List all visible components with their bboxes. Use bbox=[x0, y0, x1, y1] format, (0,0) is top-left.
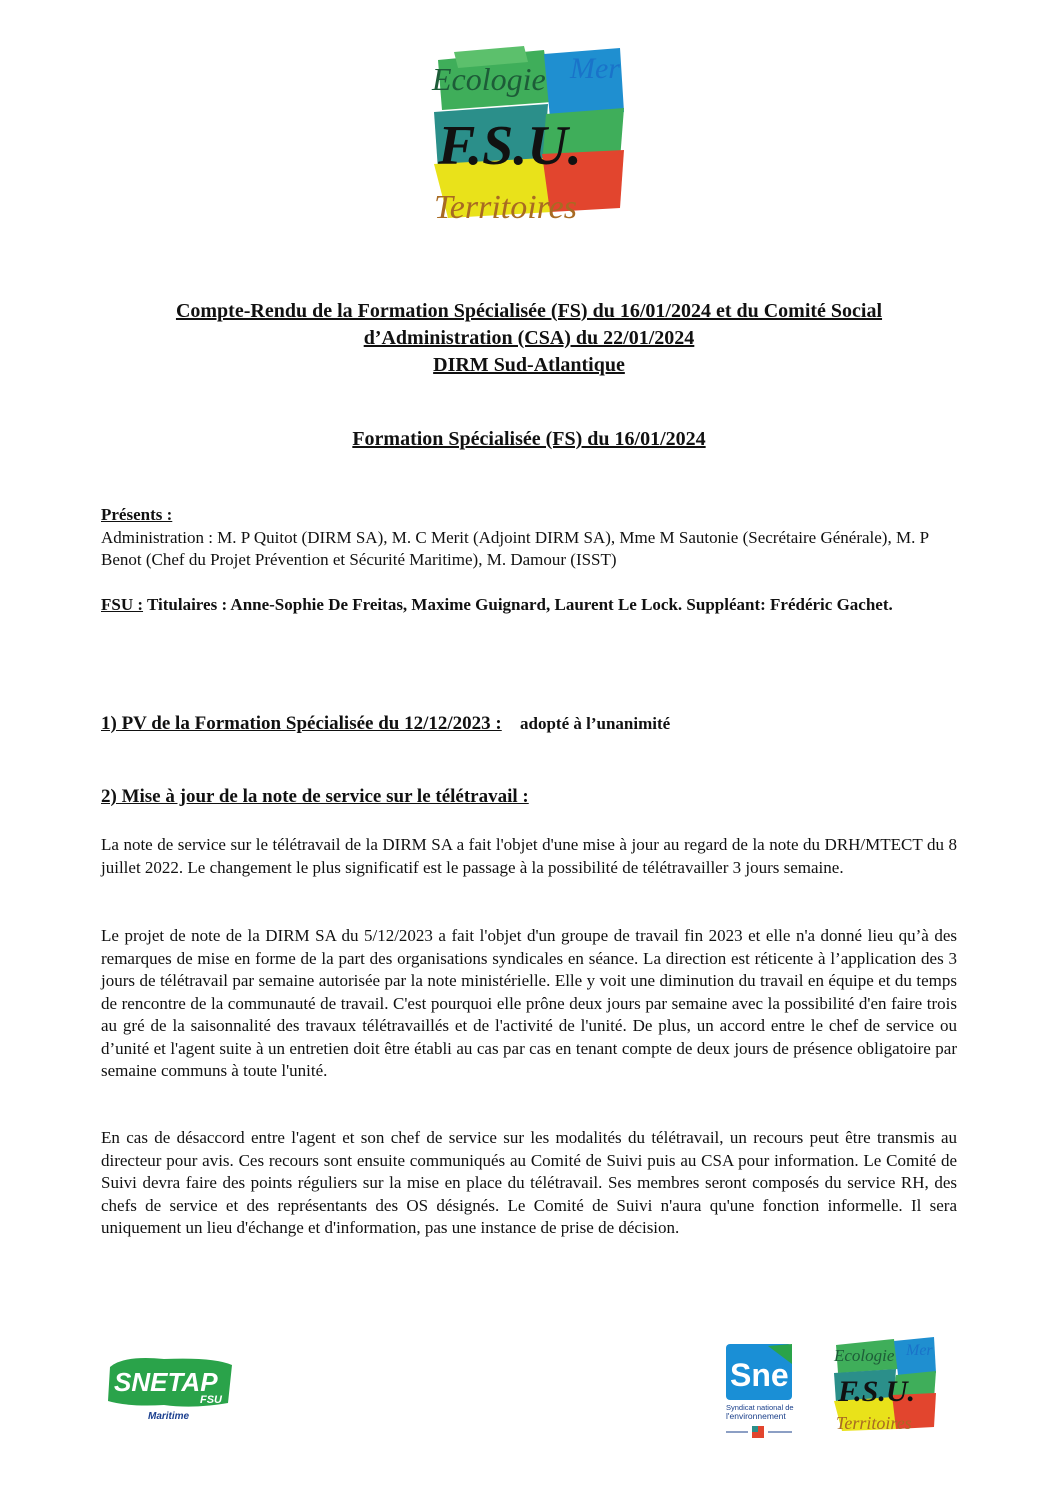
item2-paragraph-1: La note de service sur le télétravail de la DIRM SA a fait l'objet d'une mise à jour au regard de la note du DRH/MTECT du 8 juillet 2022. Le changement le plus significatif est le passage à la possibilité de télétravailler 3 jours semaine. bbox=[101, 835, 957, 877]
logo-word-territoires: Territoires bbox=[434, 189, 577, 226]
item1-heading: 1) PV de la Formation Spécialisée du 12/12/2023 : bbox=[101, 713, 502, 734]
presents-label: Présents : bbox=[101, 505, 173, 524]
administration-list: Administration : M. P Quitot (DIRM SA), M. C Merit (Adjoint DIRM SA), Mme M Sautonie (Secrétaire Générale), M. P Benot (Chef du Projet Prévention et Sécurité Maritime), M. Damour (ISST) bbox=[101, 527, 929, 569]
fsu-label: FSU : bbox=[101, 595, 144, 614]
item2-paragraph-3: En cas de désaccord entre l'agent et son chef de service sur les modalités du télétravail, un recours peut être transmis au directeur pour avis. Ces recours sont ensuite communiqués au Comité de Suivi puis au CSA pour information. Le Comité de Suivi devra faire des points réguliers sur la mise en place du télétravail. Ses membres seront composés du service RH, des chefs de service et des représentants des OS désignés. Le Comité de Suivi n'aura qu'une fonction informelle. Il sera uniquement un lieu d'échange et d'information, pas une instance de prise de décision. bbox=[101, 1128, 957, 1237]
sne-sub-line-2: l'environnement bbox=[726, 1411, 786, 1421]
snetap-text: SNETAP bbox=[114, 1367, 218, 1397]
item1 bbox=[101, 713, 957, 736]
title-line-2: d’Administration (CSA) du 22/01/2024 bbox=[363, 327, 695, 349]
title-line-3: DIRM Sud-Atlantique bbox=[433, 354, 625, 376]
fsu-members bbox=[101, 594, 957, 617]
sne-logo bbox=[720, 1340, 800, 1440]
sne-text: Sne bbox=[730, 1357, 789, 1393]
fsu-members-text: Titulaires : Anne-Sophie De Freitas, Maxime Guignard, Laurent Le Lock. Suppléant: Frédéric Gachet. bbox=[143, 595, 893, 614]
fsu-logo bbox=[424, 42, 634, 227]
logo-word-mer: Mer bbox=[570, 52, 620, 85]
presents-block bbox=[101, 504, 957, 572]
small-logo-word-fsu: F.S.U. bbox=[838, 1375, 915, 1408]
logo-word-fsu: F.S.U. bbox=[438, 115, 582, 177]
small-logo-word-mer: Mer bbox=[906, 1342, 933, 1359]
logo-word-ecologie: Ecologie bbox=[432, 61, 546, 97]
section-title: Formation Spécialisée (FS) du 16/01/2024 bbox=[352, 428, 706, 450]
item1-result: adopté à l’unanimité bbox=[520, 714, 671, 733]
snetap-logo bbox=[104, 1353, 236, 1425]
title-line-1: Compte-Rendu de la Formation Spécialisée (FS) du 16/01/2024 et du Comité Social bbox=[175, 300, 883, 322]
small-logo-word-territoires: Territoires bbox=[836, 1413, 912, 1433]
document-title bbox=[60, 298, 998, 379]
item2-heading: 2) Mise à jour de la note de service sur le télétravail : bbox=[101, 786, 529, 807]
item2-paragraph-2: Le projet de note de la DIRM SA du 5/12/2023 a fait l'objet d'un groupe de travail fin 2023 et elle n'a donné lieu qu’à des remarques de mise en forme de la part des organisations syndicales en séance. La direction est réticente à l’application des 3 jours de télétravail par semaine autorisée par la note ministérielle. Elle y voit une diminution du travail en équipe et du temps de rencontre de la communauté de travail. C'est pourquoi elle prône deux jours par semaine avec la possibilité d'en faire trois au gré de la saisonnalité des travaux télétravaillés et de l'activité de l'unité. De plus, un accord entre le chef de service ou d’unité et l'agent suite à un entretien doit être établi au cas par cas en tenant compte de deux jours de présence obligatoire par semaine communs à toute l'unité. bbox=[101, 926, 957, 1080]
small-logo-word-ecologie: Ecologie bbox=[834, 1346, 895, 1365]
snetap-maritime-text: Maritime bbox=[148, 1411, 190, 1422]
item2-heading-wrap bbox=[101, 786, 957, 809]
sne-sub-line-1: Syndicat national de bbox=[726, 1403, 794, 1412]
fsu-logo-small bbox=[830, 1335, 940, 1435]
snetap-fsu-text: FSU bbox=[200, 1394, 222, 1406]
